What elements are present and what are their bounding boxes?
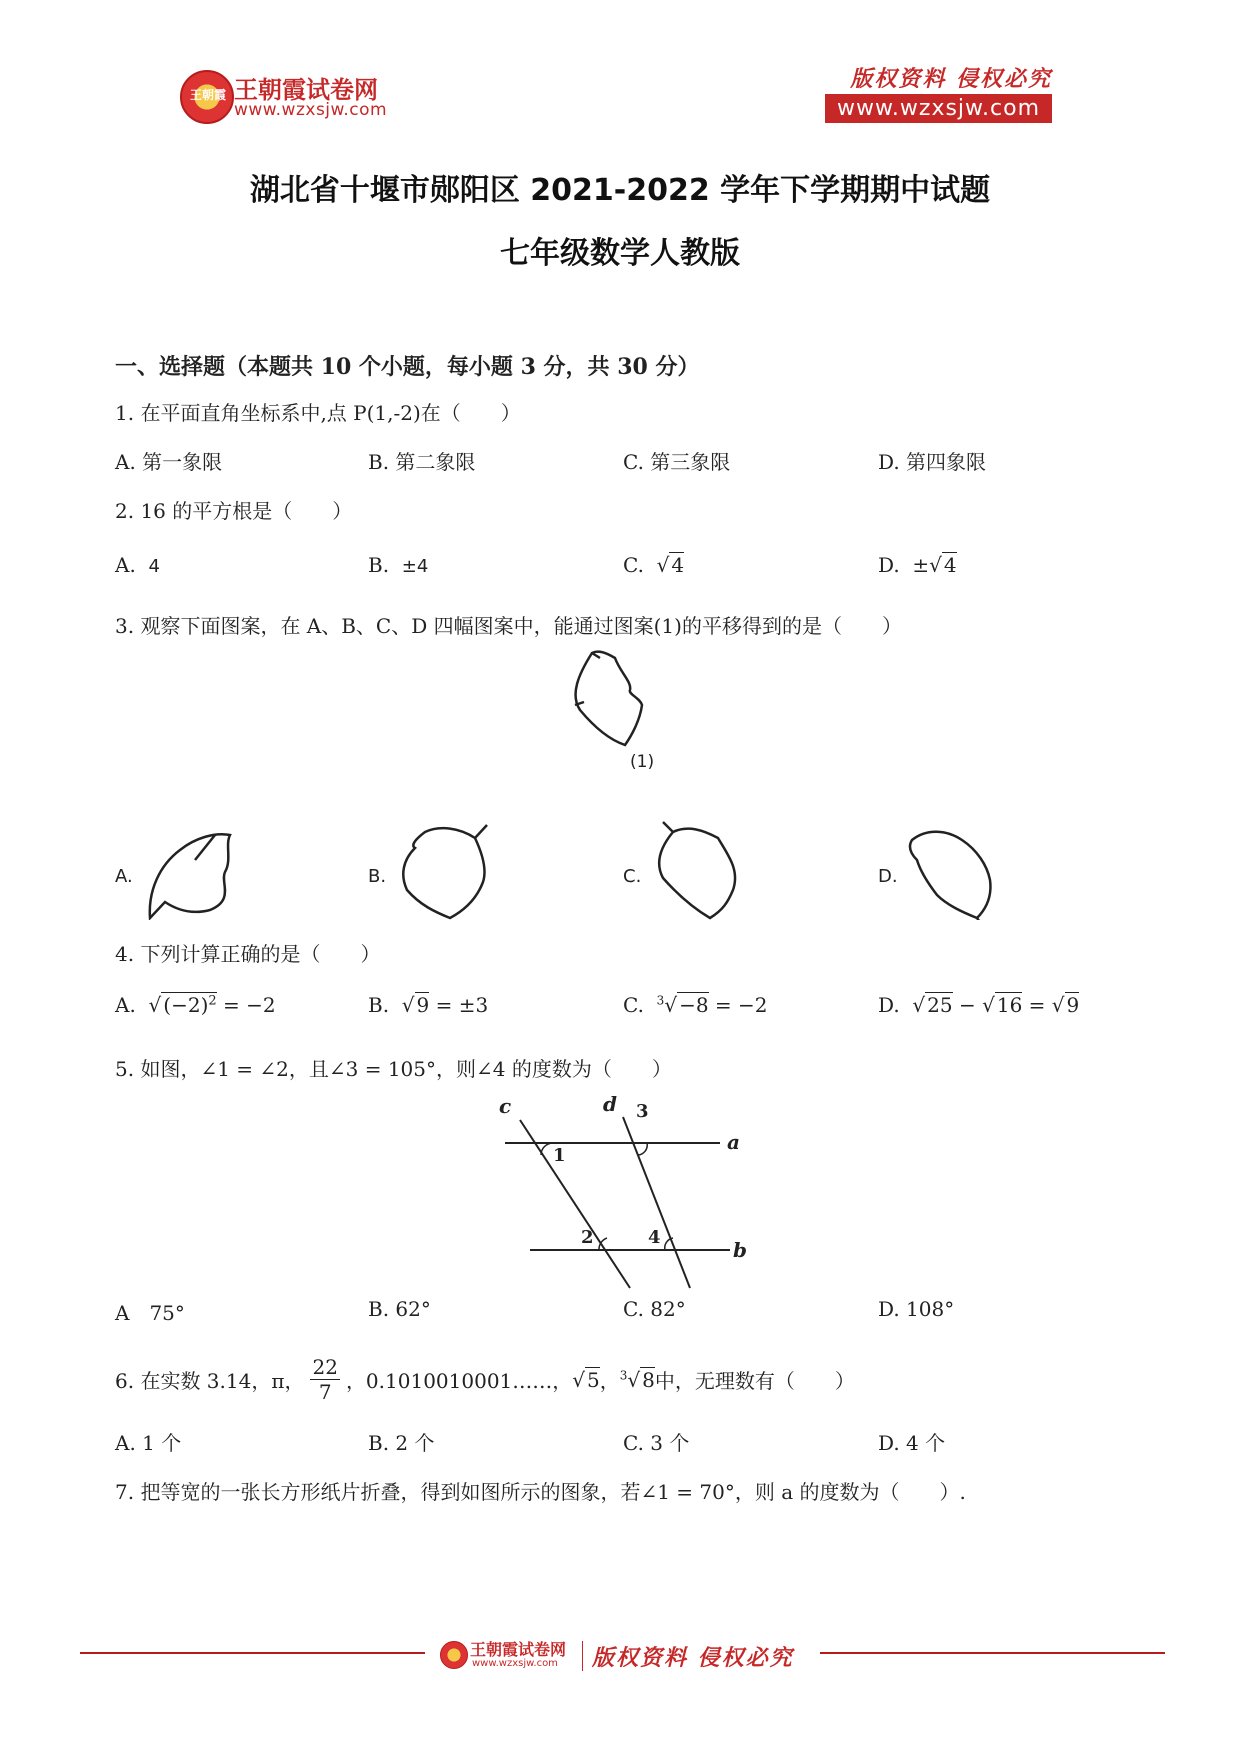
line-label-b: b (733, 1238, 747, 1262)
footer-divider-right (820, 1652, 1165, 1654)
line-label-c: c (499, 1095, 512, 1118)
q3-option-a[interactable]: A. (115, 866, 133, 887)
angle-label-2: 2 (581, 1227, 594, 1248)
q1-option-c[interactable]: C. 第三象限 (623, 450, 731, 474)
q1-option-b[interactable]: B. 第二象限 (368, 450, 476, 474)
section-heading: 一、选择题（本题共 10 个小题，每小题 3 分，共 30 分） (115, 354, 700, 380)
brand-name: 王朝霞试卷网 (234, 76, 378, 104)
question-6: 6. 在实数 3.14，π， 22 7 ，0.1010010001……， √ 5 ， $^3$√ 8 中，无理数有（ ） (115, 1355, 855, 1404)
q4-option-b[interactable]: B. √ 9 = ±3 (368, 993, 489, 1017)
q3-option-d[interactable]: D. (878, 866, 898, 887)
q5-option-a[interactable]: A 75° (115, 1301, 185, 1325)
brand-logo (180, 70, 420, 125)
line-label-a: a (727, 1130, 740, 1154)
parallel-lines-diagram (495, 1095, 765, 1295)
leaf-option-b (395, 820, 495, 920)
page-title: 湖北省十堰市郧阳区 2021-2022 学年下学期期中试题 (249, 173, 991, 208)
leaf-option-d (902, 820, 1002, 920)
footer-copyright: 版权资料 侵权必究 (592, 1645, 794, 1671)
question-2: 2. 16 的平方根是（ ） (115, 499, 353, 523)
q6-option-b[interactable]: B. 2 个 (368, 1431, 435, 1455)
q4-option-c[interactable]: C. $^3$√ −8 = −2 (623, 993, 768, 1017)
q5-option-c[interactable]: C. 82° (623, 1297, 686, 1321)
angle-label-3: 3 (636, 1101, 649, 1122)
question-1: 1. 在平面直角坐标系中,点 P(1,-2)在（ ） (115, 401, 521, 425)
q2-option-d[interactable]: D. ±√ 4 (878, 553, 957, 577)
angle-label-1: 1 (553, 1145, 566, 1166)
site-url-banner[interactable]: www.wzxsjw.com (825, 94, 1052, 123)
q5-option-b[interactable]: B. 62° (368, 1297, 431, 1321)
brand-url: www.wzxsjw.com (234, 100, 388, 120)
fraction-22-7: 22 7 (312, 1355, 338, 1404)
angle-label-4: 4 (648, 1227, 661, 1248)
q6-option-c[interactable]: C. 3 个 (623, 1431, 690, 1455)
footer-seal-icon (440, 1641, 468, 1669)
q4-option-a[interactable]: A. √ $(-2)^2 = -2$ (115, 993, 276, 1017)
footer-brand-name: 王朝霞试卷网 (470, 1640, 567, 1659)
leaf-option-c (648, 820, 748, 920)
line-label-d: d (603, 1095, 617, 1116)
question-4: 4. 下列计算正确的是（ ） (115, 942, 381, 966)
leaf-figure-1 (570, 650, 670, 750)
leaf-option-a (140, 820, 240, 920)
page-subtitle: 七年级数学人教版 (500, 236, 740, 271)
q1-option-d[interactable]: D. 第四象限 (878, 450, 987, 474)
footer-divider-left (80, 1652, 425, 1654)
question-7: 7. 把等宽的一张长方形纸片折叠，得到如图所示的图象，若∠1 = 70°，则 a 的度数为（ ）. (115, 1480, 966, 1504)
q3-option-c[interactable]: C. (623, 866, 642, 887)
copyright-notice: 版权资料 侵权必究 (850, 66, 1052, 92)
q1-option-a[interactable]: A. 第一象限 (115, 450, 223, 474)
footer-url[interactable]: www.wzxsjw.com (472, 1658, 558, 1669)
question-5: 5. 如图，∠1 = ∠2，且∠3 = 105°，则∠4 的度数为（ ） (115, 1057, 672, 1081)
q2-option-c[interactable]: C. √ 4 (623, 553, 685, 577)
footer-separator (582, 1641, 583, 1671)
q2-option-b[interactable]: B. ±4 (368, 553, 429, 577)
figure-1-label: (1) (630, 752, 655, 772)
q3-option-b[interactable]: B. (368, 866, 387, 887)
q5-option-d[interactable]: D. 108° (878, 1297, 955, 1321)
question-3: 3. 观察下面图案，在 A、B、C、D 四幅图案中，能通过图案(1)的平移得到的是（ ） (115, 614, 902, 638)
q6-option-a[interactable]: A. 1 个 (115, 1431, 182, 1455)
seal-icon: 王朝霞 (180, 70, 234, 124)
q6-option-d[interactable]: D. 4 个 (878, 1431, 946, 1455)
q4-option-d[interactable]: D. √ 25 − √ 16 = √ 9 (878, 993, 1080, 1017)
q2-option-a[interactable]: A. 4 (115, 553, 160, 577)
